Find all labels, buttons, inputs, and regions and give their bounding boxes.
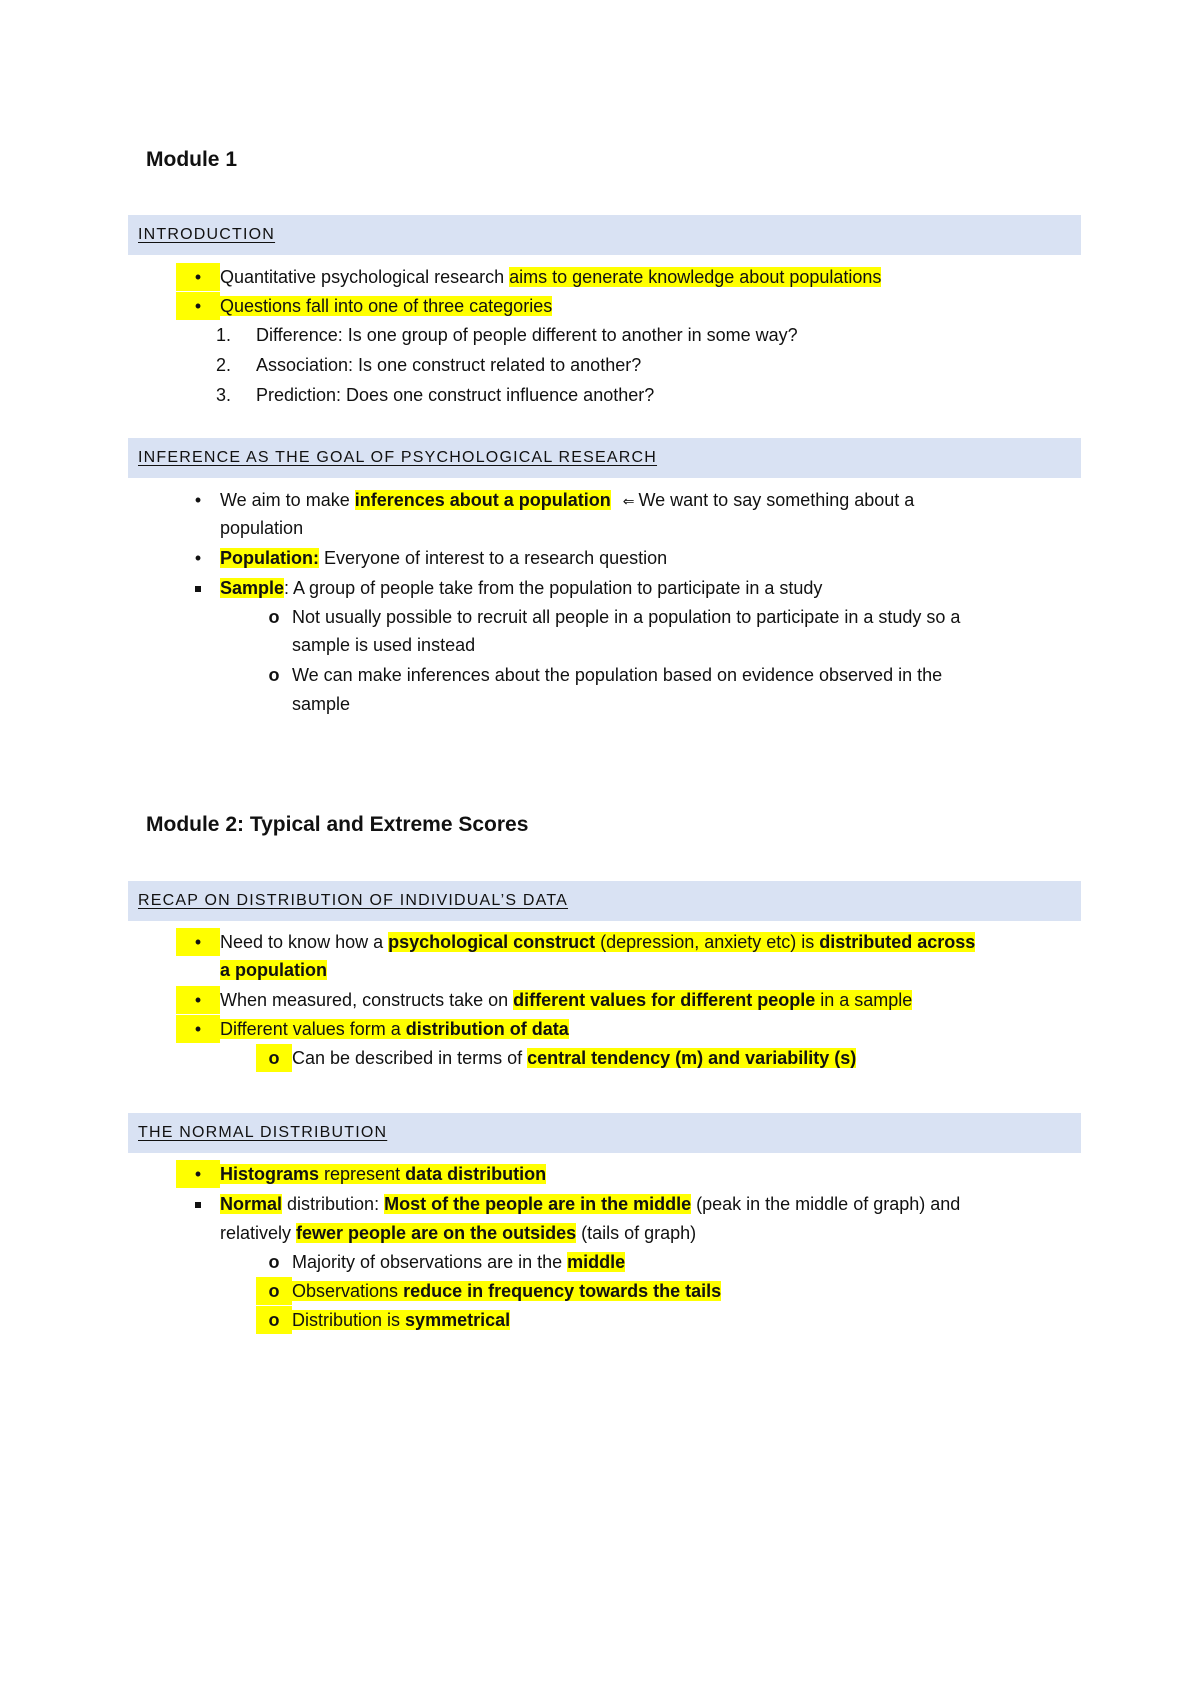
bullet-marker: • [176, 928, 220, 956]
bullet-marker: • [176, 986, 220, 1014]
intro-bullet-1: Quantitative psychological research aims to generate knowledge about populations [220, 267, 882, 287]
bullet-marker: • [194, 490, 202, 510]
inference-bullet-1: We aim to make inferences about a population ⇐ We want to say something about a [220, 490, 915, 510]
sub-bullet-marker: o [256, 1306, 292, 1334]
section-bar-inference [128, 438, 1081, 478]
normal-sub-3: Distribution is symmetrical [292, 1310, 511, 1330]
section-heading-normal: THE NORMAL DISTRIBUTION [138, 1124, 388, 1141]
sub-bullet-marker: o [256, 1277, 292, 1305]
category-item-2: Association: Is one construct related to another? [256, 355, 642, 375]
bullet-marker: • [194, 548, 202, 568]
sub-bullet-marker: o [268, 607, 280, 627]
inference-bullet-1-cont: population [220, 518, 304, 538]
recap-bullet-1: Need to know how a psychological construct (depression, anxiety etc) is distributed across [220, 932, 976, 952]
module-2-title: Module 2: Typical and Extreme Scores [146, 813, 529, 836]
square-bullet-icon [176, 1190, 220, 1218]
sub-bullet-marker: o [268, 1252, 280, 1272]
sub-bullet-marker: o [268, 665, 280, 685]
recap-bullet-2: When measured, constructs take on different values for different people in a sample [220, 990, 913, 1010]
recap-bullet-3: Different values form a distribution of data [220, 1019, 569, 1039]
section-heading-recap: RECAP ON DISTRIBUTION OF INDIVIDUAL’S DATA [138, 892, 569, 909]
normal-sub-1: Majority of observations are in the middle [292, 1252, 626, 1272]
bullet-marker: • [176, 263, 220, 291]
list-number: 2. [216, 355, 232, 375]
intro-bullet-2: Questions fall into one of three categories [220, 296, 553, 316]
section-heading-introduction: INTRODUCTION [138, 226, 276, 243]
inference-sub-2: We can make inferences about the population based on evidence observed in the [292, 665, 943, 685]
inference-bullet-3: Sample: A group of people take from the population to participate in a study [220, 578, 823, 598]
normal-bullet-2: Normal distribution: Most of the people are in the middle (peak in the middle of graph) and [220, 1194, 961, 1214]
section-heading-inference: INFERENCE AS THE GOAL OF PSYCHOLOGICAL RESEARCH [138, 449, 658, 466]
normal-bullet-1: Histograms represent data distribution [220, 1164, 547, 1184]
recap-sub-1: Can be described in terms of central tendency (m) and variability (s) [292, 1048, 857, 1068]
inference-bullet-2: Population: Everyone of interest to a research question [220, 548, 668, 568]
section-bar-introduction [128, 215, 1081, 255]
list-number: 3. [216, 385, 232, 405]
bullet-marker: • [176, 1160, 220, 1188]
recap-bullet-1-cont: a population [220, 960, 327, 980]
inference-sub-1: Not usually possible to recruit all people in a population to participate in a study so a [292, 607, 961, 627]
list-number: 1. [216, 325, 232, 345]
inference-sub-2-cont: sample [292, 694, 351, 714]
bullet-marker: • [176, 1015, 220, 1043]
bullet-marker: • [176, 292, 220, 320]
sub-bullet-marker: o [256, 1044, 292, 1072]
normal-sub-2: Observations reduce in frequency towards the tails [292, 1281, 722, 1301]
category-item-1: Difference: Is one group of people different to another in some way? [256, 325, 798, 345]
square-bullet-icon [176, 574, 220, 602]
left-arrow-icon: ⇐ [622, 493, 635, 509]
section-bar-recap [128, 881, 1081, 921]
section-bar-normal [128, 1113, 1081, 1153]
module-1-title: Module 1 [146, 148, 238, 171]
normal-bullet-2-cont: relatively fewer people are on the outsides (tails of graph) [220, 1223, 697, 1243]
category-item-3: Prediction: Does one construct influence another? [256, 385, 655, 405]
inference-sub-1-cont: sample is used instead [292, 635, 476, 655]
